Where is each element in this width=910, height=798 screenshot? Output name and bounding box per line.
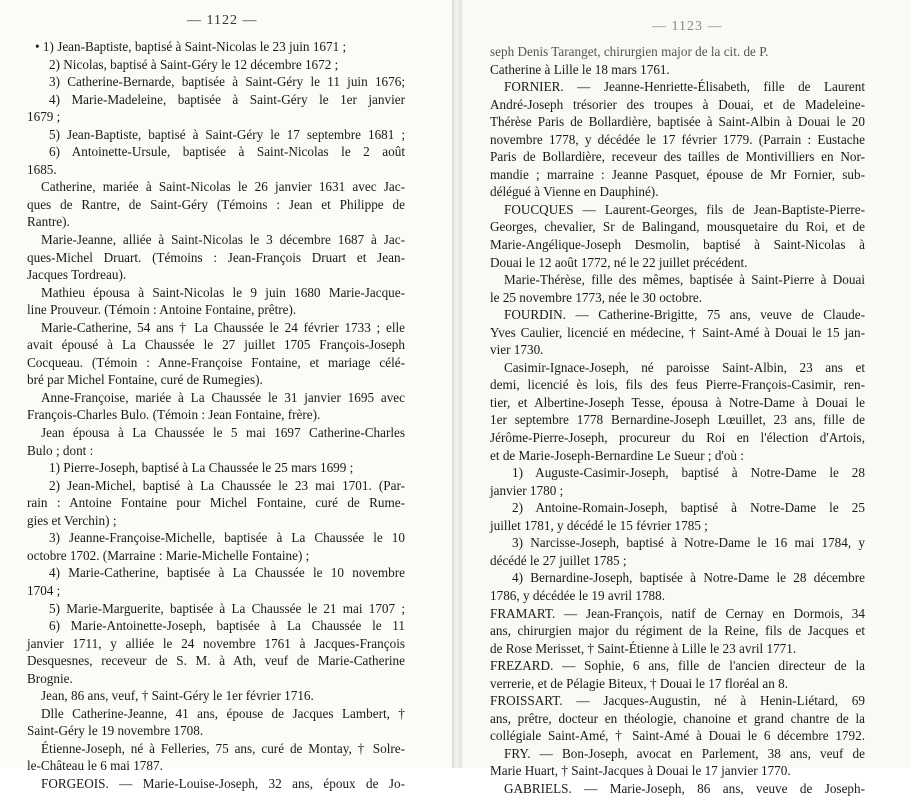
text-line: • 1) Jean-Baptiste, baptisé à Saint-Nicolas le 23 juin 1671 ; [35,39,347,54]
text-line: André-Joseph trésorier des troupes à Douai, et de Madeleine- [490,96,865,112]
page-number: — 1122 — [187,13,258,28]
text-line: ans, prêtre, docteur en théologie, chanoine et grand chantre de la [490,710,865,726]
text-line: le 25 novembre 1773, née le 30 octobre. [490,289,703,305]
text-line: Marie-Thérèse, fille des mêmes, baptisée à Saint-Pierre à Douai [504,272,865,288]
text-line: line Prouveur. (Témoin : Antoine Fontaine, prêtre). [27,302,297,318]
text-line: seph Denis Taranget, chirurgien major de la cit. de P. [490,44,769,59]
text-line: bré par Michel Fontaine, curé de Rumegies). [27,372,263,388]
text-line: Cocqueau. (Témoin : Anne-Françoise Fontaine, et mariage célé- [27,354,405,370]
text-line: janvier 1780 ; [490,482,564,498]
text-line: Rantre). [27,214,70,230]
text-line: 6) Marie-Antoinette-Joseph, baptisée à La Chaussée le 11 [49,618,405,634]
text-line: de Rose Merisset, † Saint-Étienne à Lille le 23 avril 1771. [490,640,797,656]
text-line: FORGEOIS. — Marie-Louise-Joseph, 32 ans, époux de Jo- [41,775,405,791]
text-line: 1) Pierre-Joseph, baptisé à La Chaussée le 25 mars 1699 ; [49,460,354,476]
text-line: Bulo ; dont : [27,442,94,458]
text-line: 1786, y décédée le 19 avril 1788. [490,587,666,603]
text-line: vier 1730. [490,342,544,358]
text-line: 3) Catherine-Bernarde, baptisée à Saint-Géry le 11 juin 1676; [49,74,405,90]
text-line: Thérèse Paris de Bollardière, baptisée à Saint-Albin à Douai le 20 [490,114,865,130]
text-line: 5) Jean-Baptiste, baptisé à Saint-Géry le 17 septembre 1681 ; [49,126,405,142]
text-line: Douai le 12 août 1772, né le 22 juillet précédent. [490,254,748,270]
page-number: — 1123 — [652,19,723,34]
text-line: avait épousé à La Chaussée le 27 juillet 1705 François-Joseph [27,337,405,353]
text-line: Casimir-Ignace-Joseph, né paroisse Saint-Albin, 23 ans et [504,359,865,375]
text-line: GABRIELS. — Marie-Joseph, 86 ans, veuve de Joseph- [504,780,865,796]
text-line: 2) Jean-Michel, baptisé à La Chaussée le 23 mai 1701. (Par- [49,477,405,493]
text-line: Marie-Angélique-Joseph Desmolin, baptisé à Saint-Nicolas à [490,237,865,253]
text-line: ans, chirurgien major du régiment de la Reine, fils de Jacques et [490,623,865,639]
text-line: Jacques Tordreau). [27,267,127,283]
text-line: 3) Narcisse-Joseph, baptisé à Notre-Dame le 16 mai 1784, y [512,535,865,551]
text-line: Mathieu épousa à Saint-Nicolas le 9 juin 1680 Marie-Jacque- [41,284,405,300]
text-line: tier, et Albertine-Joseph Tesse, épousa à Notre-Dame à Douai le [490,394,865,410]
text-line: 1) Auguste-Casimir-Joseph, baptisé à Notre-Dame le 28 [512,465,865,481]
right-page [462,0,910,796]
left-page [0,0,452,791]
text-line: demi, licencié ès lois, fils des feus Pierre-François-Casimir, ren- [490,377,865,393]
text-line: Catherine, mariée à Saint-Nicolas le 26 janvier 1631 avec Jac- [41,179,405,195]
text-line: FORNIER. — Jeanne-Henriette-Élisabeth, fille de Laurent [504,79,865,95]
text-line: 1704 ; [27,582,61,598]
text-line: FOUCQUES — Laurent-Georges, fils de Jean-Baptiste-Pierre- [504,201,865,217]
text-line: 1685. [27,161,57,177]
text-line: 5) Marie-Marguerite, baptisée à La Chaussée le 21 mai 1707 ; [49,600,405,616]
text-line: Anne-Françoise, mariée à La Chaussée le 31 janvier 1695 avec [41,389,405,405]
text-line: 2) Antoine-Romain-Joseph, baptisé à Notre-Dame le 25 [512,500,865,516]
text-line: 4) Marie-Catherine, baptisée à La Chaussée le 10 novembre [49,565,405,581]
text-line: juillet 1781, y décédé le 15 février 1785 ; [490,517,708,533]
text-line: 1er septembre 1778 Bernardine-Joseph Lœuillet, 23 ans, fille de [490,412,865,428]
text-line: Desquesnes, receveur de S. M. à Ath, veuf de Marie-Catherine [27,653,405,669]
text-line: Jean épousa à La Chaussée le 5 mai 1697 Catherine-Charles [41,425,405,441]
text-line: François-Charles Bulo. (Témoin : Jean Fontaine, frère). [27,407,321,423]
text-line: octobre 1702. (Marraine : Marie-Michelle Fontaine) ; [27,547,310,563]
text-line: Marie Huart, † Saint-Jacques à Douai le 17 janvier 1770. [490,763,791,779]
text-line: Jean, 86 ans, veuf, † Saint-Géry le 1er février 1716. [41,688,314,704]
text-line: rain : Antoine Fontaine pour Michel Fontaine, curé de Rume- [27,495,405,511]
text-line: novembre 1778, y décédée le 17 février 1779. (Parrain : Eustache [490,131,865,147]
text-line: le-Château le 6 mai 1787. [27,758,163,774]
text-line: Jérôme-Pierre-Joseph, procureur du Roi en l'élection d'Artois, [490,430,865,446]
text-line: mandie ; marraine : Jeanne Pasquet, épouse de Mr Fornier, sub- [490,166,865,182]
text-line: 4) Marie-Madeleine, baptisée à Saint-Géry le 1er janvier [49,91,405,107]
text-line: 6) Antoinette-Ursule, baptisée à Saint-Nicolas le 2 août [49,144,405,160]
book-gutter [452,0,462,768]
text-line: Paris de Bollardière, receveur des tailles de Montivilliers en Nor- [490,149,865,165]
text-line: gies et Verchin) ; [27,512,117,528]
text-line: 4) Bernardine-Joseph, baptisée à Notre-Dame le 28 décembre [512,570,865,586]
text-line: FOURDIN. — Catherine-Brigitte, 75 ans, veuve de Claude- [504,307,865,323]
text-line: Saint-Géry le 19 novembre 1708. [27,723,204,739]
right-text-column [490,43,865,798]
text-line: Étienne-Joseph, né à Felleries, 75 ans, curé de Montay, † Solre- [41,740,405,756]
text-line: verrerie, et de Pélagie Biteux, † Douai le 17 floréal an 8. [490,675,789,691]
text-line: FROISSART. — Jacques-Augustin, né à Henin-Liétard, 69 [490,693,865,709]
text-line: ques-Michel Druart. (Témoins : Jean-François Druart et Jean- [27,249,405,265]
text-line: et de Marie-Joseph-Bernardine Le Sueur ; d'où : [490,447,744,463]
text-line: Marie-Jeanne, alliée à Saint-Nicolas le 3 décembre 1687 à Jac- [41,232,405,248]
text-line: 2) Nicolas, baptisé à Saint-Géry le 12 décembre 1672 ; [49,56,339,72]
text-line: ques de Rantre, de Saint-Géry (Témoins : Jean et Philippe de [27,196,405,212]
text-line: FRY. — Bon-Joseph, avocat en Parlement, 38 ans, veuf de [504,745,865,761]
text-line: Marie-Catherine, 54 ans † La Chaussée le 24 février 1733 ; elle [41,319,405,335]
text-line: Dlle Catherine-Jeanne, 41 ans, épouse de Jacques Lambert, † [41,705,405,721]
text-line: collégiale Saint-Amé, † Saint-Amé à Douai le 6 décembre 1792. [490,728,865,744]
text-line: Georges, chevalier, Sr de Balingand, mousquetaire du Roi, et de [490,219,865,235]
text-line: janvier 1711, y alliée le 24 novembre 1761 à Jacques-François [27,635,405,651]
text-line: décédé le 27 juillet 1785 ; [490,552,627,568]
text-line: FRAMART. — Jean-François, natif de Cernay en Dormois, 34 [490,605,865,621]
text-line: Brognie. [27,670,73,686]
text-line: Catherine à Lille le 18 mars 1761. [490,61,670,77]
text-line: Yves Caulier, licencié en médecine, † Saint-Amé à Douai le 15 jan- [490,324,865,340]
text-line: FREZARD. — Sophie, 6 ans, fille de l'ancien directeur de la [490,658,865,674]
text-line: 3) Jeanne-Françoise-Michelle, baptisée à La Chaussée le 10 [49,530,405,546]
text-line: 1679 ; [27,109,61,125]
left-text-column [27,38,405,793]
text-line: délégué à Vienne en Dauphiné). [490,184,659,200]
